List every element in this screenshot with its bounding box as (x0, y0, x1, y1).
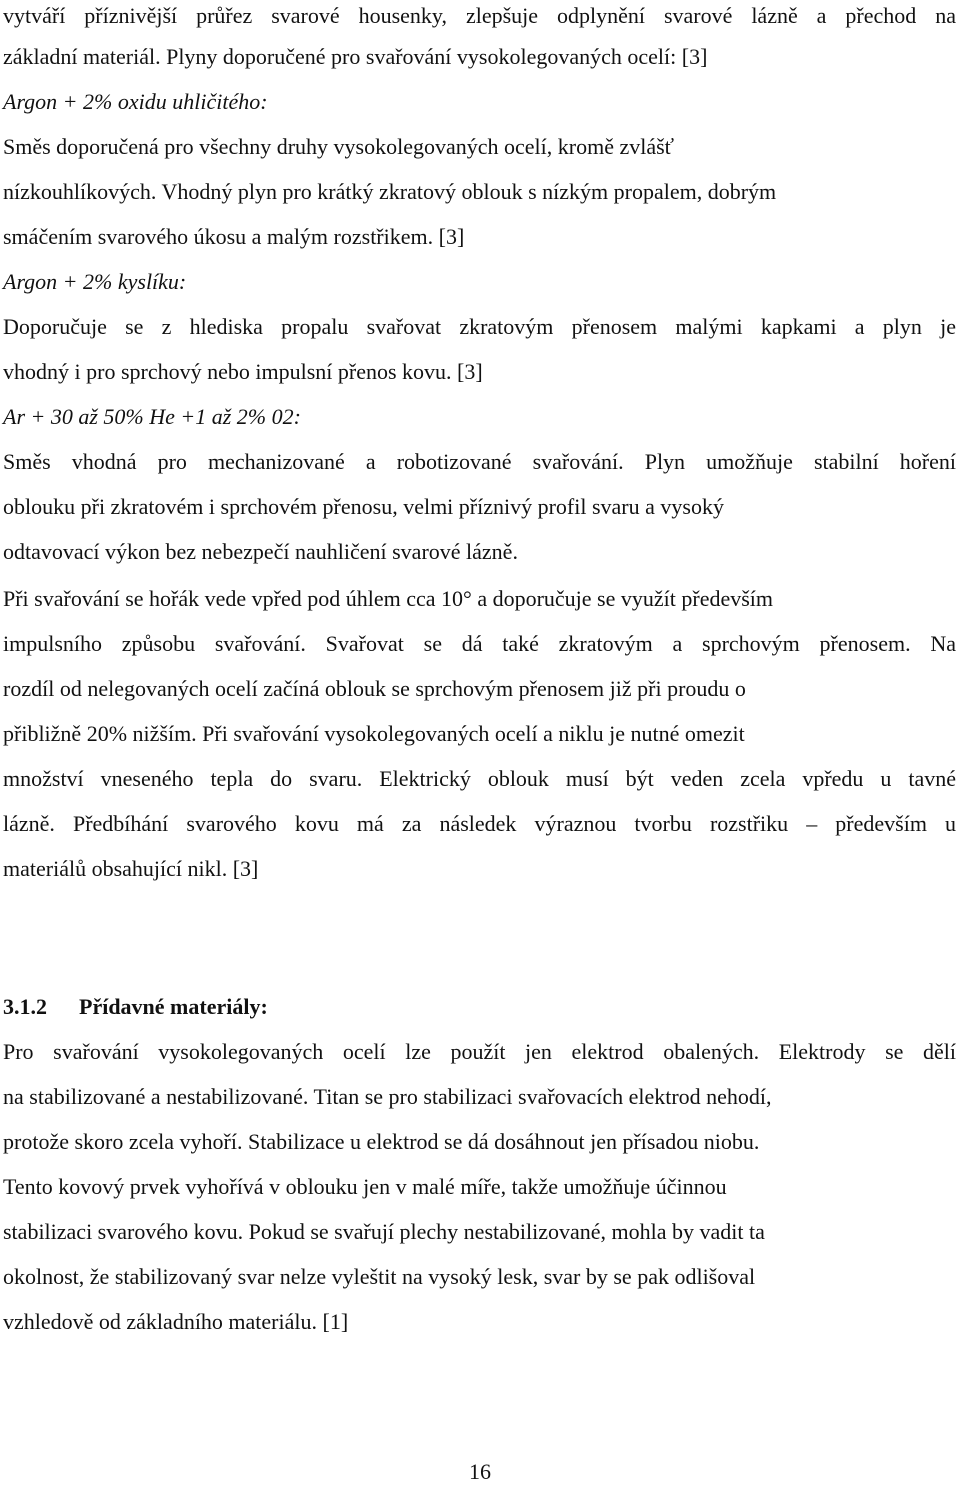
page-number: 16 (469, 1459, 491, 1484)
text-line: oblouku při zkratovém i sprchovém přenosu, velmi příznivý profil svaru a vysoký (3, 494, 724, 519)
text-line: materiálů obsahující nikl. [3] (3, 856, 259, 881)
section-title: Přídavné materiály: (79, 994, 268, 1019)
text-line: základní materiál. Plyny doporučené pro svařování vysokolegovaných ocelí: [3] (3, 44, 708, 69)
text-line: Směs vhodná pro mechanizované a robotizované svařování. Plyn umožňuje stabilní hoření (3, 449, 956, 474)
text-line: odtavovací výkon bez nebezpečí nauhličení svarové lázně. (3, 539, 518, 564)
text-line: protože skoro zcela vyhoří. Stabilizace u elektrod se dá dosáhnout jen přísadou niobu. (3, 1129, 760, 1154)
section-number: 3.1.2 (3, 994, 47, 1019)
gas-subheading: Argon + 2% kyslíku: (3, 269, 187, 294)
text-line: Tento kovový prvek vyhořívá v oblouku jen v malé míře, takže umožňuje účinnou (3, 1174, 727, 1199)
text-line: vhodný i pro sprchový nebo impulsní přenos kovu. [3] (3, 359, 483, 384)
gas-subheading: Ar + 30 až 50% He +1 až 2% 02: (3, 404, 301, 429)
text-line: přibližně 20% nižším. Při svařování vysokolegovaných ocelí a niklu je nutné omezit (3, 721, 745, 746)
text-line: Při svařování se hořák vede vpřed pod úhlem cca 10° a doporučuje se využít především (3, 586, 774, 611)
text-line: lázně. Předbíhání svarového kovu má za následek výraznou tvorbu rozstřiku – především u (3, 811, 956, 836)
text-line: vytváří příznivější průřez svarové housenky, zlepšuje odplynění svarové lázně a přechod na (3, 3, 956, 28)
text-line: na stabilizované a nestabilizované. Titan se pro stabilizaci svařovacích elektrod nehodí, (3, 1084, 772, 1109)
text-line: rozdíl od nelegovaných ocelí začíná oblouk se sprchovým přenosem již při proudu o (3, 676, 746, 701)
text-line: Doporučuje se z hlediska propalu svařovat zkratovým přenosem malými kapkami a plyn je (3, 314, 956, 339)
text-line: Pro svařování vysokolegovaných ocelí lze použít jen elektrod obalených. Elektrody se dělí (3, 1039, 956, 1064)
text-line: stabilizaci svarového kovu. Pokud se svařují plechy nestabilizované, mohla by vadit ta (3, 1219, 765, 1244)
text-line: Směs doporučená pro všechny druhy vysokolegovaných ocelí, kromě zvlášť (3, 134, 675, 159)
text-line: nízkouhlíkových. Vhodný plyn pro krátký zkratový oblouk s nízkým propalem, dobrým (3, 179, 777, 204)
text-line: okolnost, že stabilizovaný svar nelze vyleštit na vysoký lesk, svar by se pak odlišoval (3, 1264, 756, 1289)
text-line: množství vneseného tepla do svaru. Elektrický oblouk musí být veden zcela vpředu u tavné (3, 766, 956, 791)
gas-subheading: Argon + 2% oxidu uhličitého: (3, 89, 268, 114)
text-line: impulsního způsobu svařování. Svařovat se dá také zkratovým a sprchovým přenosem. Na (3, 631, 956, 656)
text-line: vzhledově od základního materiálu. [1] (3, 1309, 349, 1334)
section-heading (3, 993, 268, 1021)
text-line: smáčením svarového úkosu a malým rozstřikem. [3] (3, 224, 465, 249)
